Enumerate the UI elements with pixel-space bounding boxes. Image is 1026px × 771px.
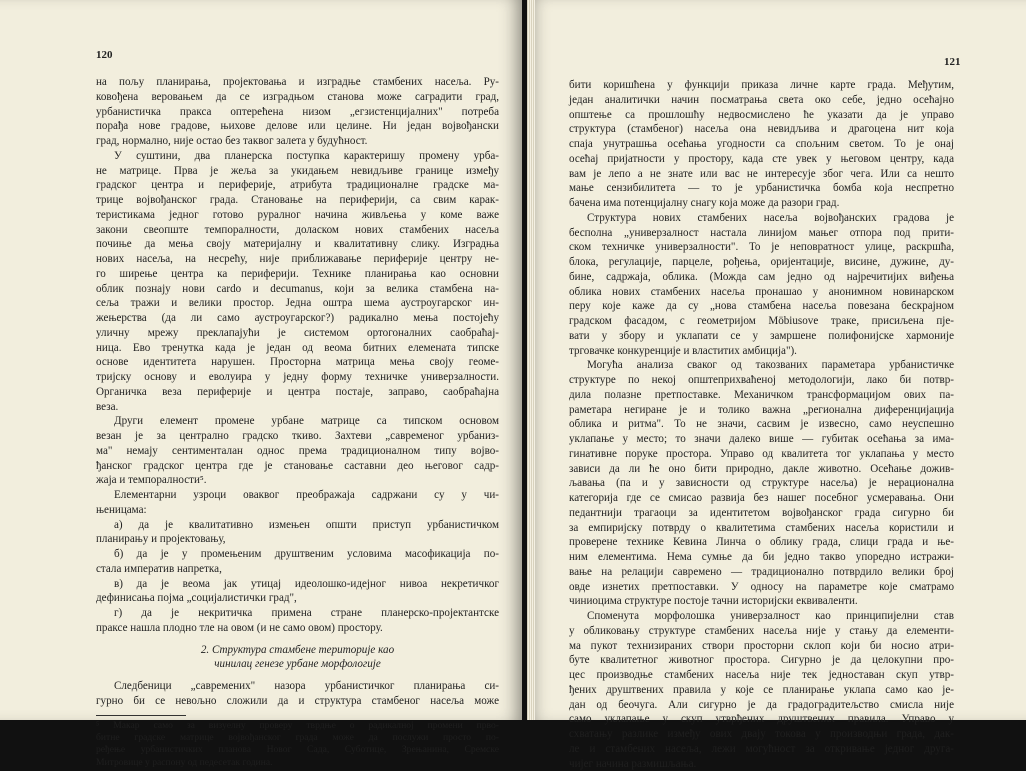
text-line: планирању и пројектовању, [96, 532, 499, 547]
text-line: бити коришћена у функцији приказа личне карте града. Међутим, [569, 78, 954, 93]
text-line: веза. [96, 400, 499, 415]
text-line: ском техничке универзалности". То је неповратност улице, раскршћа, [569, 240, 954, 255]
text-line: чиниоцима структуре постоје тачни историјски еквиваленти. [569, 594, 954, 609]
text-line: категорија где се смисао развија без нашег посебног усмеравања. Они [569, 491, 954, 506]
text-line: ковођена веровањем да се изградњом станова може саградити град, [96, 90, 499, 105]
page-number: 121 [944, 56, 961, 68]
text-line: уличну мрежу преклапајући је системом ортогоналних саобраћај- [96, 326, 499, 341]
text-line: у обликовању структуре стамбених насеља није у стању да елементи- [569, 624, 954, 639]
text-line: вам је лепо а не знате или вас не интересује због чега. Или са нешто [569, 167, 954, 182]
footnote-rule [96, 715, 186, 716]
text-line: ма пукот технизираних створи просторни склоп који би носио атри- [569, 639, 954, 654]
text-line: за емпиријску потврду о квалитетима стамбених насеља користили и [569, 521, 954, 536]
text-line: структуре по некој општеприхваћеној методологији, лако би потвр- [569, 373, 954, 388]
text-line: градском фасадом, с геометријом Möbiusove траке, присиљена пје- [569, 314, 954, 329]
text-line: праксе нашла плодно тле на овом (и не само овом) простору. [96, 621, 499, 636]
text-line: Органичка веза периферије и центра постаје, заправо, саобраћајна [96, 385, 499, 400]
text-line: перу које каже да су „нова стамбена насеља повезана бескрајном [569, 299, 954, 314]
text-line: теристикама једног готово руралног начина живљења у коме важе [96, 208, 499, 223]
text-line: го ширење центра ка периферији. Технике планирања као основни [96, 267, 499, 282]
text-line: основе идентитета нарушен. Просторна матрица мења своју геоме- [96, 355, 499, 370]
text-line: бачена има потенцијалну снагу која може да разори град. [569, 196, 954, 211]
text-line: тријску основу и еволуира у једну форму техничке универзалности. [96, 370, 499, 385]
text-line: педантнији трагаоци за идентитетом војвођанског града сигурно би [569, 506, 954, 521]
text-line: град, нормално, није остао без таквог залета у будућност. [96, 134, 499, 149]
text-line: вати у збору и уклапати се у замршене полифонијске хармоније [569, 329, 954, 344]
text-line: нових насеља, на несрећу, није приближавање периферије центру не- [96, 252, 499, 267]
text-line: урбанистичка пракса оптерећена низом „егзистенцијалних" потреба [96, 105, 499, 120]
text-line: трговачке конкуренције и властитих амбиција"). [569, 344, 954, 359]
text-line: уклапање у место; то значи далеко више — губитак осећања за има- [569, 432, 954, 447]
section-heading: чинилац генезе урбане морфологије [96, 657, 499, 672]
text-line: општење са прошлошћу недвосмислено ће указати да је управо [569, 108, 954, 123]
text-line: сеља тражи и велики простор. Једна оштра шема аустроугарског ин- [96, 296, 499, 311]
text-line: вање на релацији савремено — традиционално потврдило велики број [569, 565, 954, 580]
text-line: спаја унутрашња осећања угодности са спољним светом. То је онај [569, 137, 954, 152]
text-line: облика и ритма". То не значи, сасвим је извесно, само неуспешно [569, 417, 954, 432]
text-line: ле и стамбених насеља, лежи могућност за откривање једног друга- [569, 742, 954, 757]
text-line: гурно би се невољно сложили да и структура стамбеног насеља може [96, 694, 499, 709]
text-line: ма" немају сентименталан однос према традиционалном типу војво- [96, 444, 499, 459]
text-line: љавања (па и у зависности од структуре насеља) је нерационална [569, 476, 954, 491]
text-line: везан је за централно градско ткиво. Захтеви „савременог урбаниз- [96, 429, 499, 444]
text-line: почиње да мења своју материјалну и квалитативну слику. Изградња [96, 237, 499, 252]
text-line: дан од беочуга. Али сигурно је да градоградитељство смисла није [569, 698, 954, 713]
page-number: 120 [96, 49, 113, 61]
text-line: Следбеници „савремених" назора урбанистичког планирања си- [96, 679, 499, 694]
text-line: У суштини, два планерска поступка карактеришу промену урба- [96, 149, 499, 164]
text-line: ђанског градског центра где је становање саставни део његовог садр- [96, 459, 499, 474]
footnote-line: битне градске матрице војвођанског града може да послужи просто по- [96, 732, 499, 744]
text-line: на пољу планирања, пројектовања и изградње стамбених насеља. Ру- [96, 75, 499, 90]
text-line: в) да је веома јак утицај идеолошко-идејног нивоа некретичког [96, 577, 499, 592]
text-line: жаја и темпоралности⁵. [96, 473, 499, 488]
text-line: гинативне поруке простора. Управо од квалитета тог уклапања у место [569, 447, 954, 462]
text-line: осећај пријатности у простору, када сте увек у његовом центру, када [569, 152, 954, 167]
text-line: Други елемент промене урбане матрице са типском основом [96, 414, 499, 429]
text-line: жењерства (да ли само аустроугарског?) радикално мења постојећу [96, 311, 499, 326]
text-line: буте квалитетног животног простора. Сигурно је да целокупни про- [569, 653, 954, 668]
text-line: Споменута морфолошка универзалност као принципијелни став [569, 609, 954, 624]
footnote-line: ⁵ Макар само за визуелну проверу тврдње о радикалној промени прво- [96, 720, 499, 732]
text-line: зависи да ли ће оно бити природно, дакле животно. Осећање дожив- [569, 462, 954, 477]
left-page [0, 0, 522, 720]
text-line: раметара негиране је и толико важна „регионална диференцијација [569, 403, 954, 418]
text-line: дефинисања појма „социјалистички град", [96, 591, 499, 606]
text-line: а) да је квалитативно измењен општи приступ урбанистичком [96, 518, 499, 533]
text-line: проверене технике Кевина Линча о облику града, слици града и ње- [569, 535, 954, 550]
text-line: схватању разлике између ових двају токова у производњи града, дак- [569, 727, 954, 742]
text-line: један аналитички начин посматрања света око себе, једно осећајно [569, 93, 954, 108]
text-line: Могућа анализа сваког од такозваних параметара урбанистичке [569, 358, 954, 373]
text-line: цес производње стамбених насеља није тек једноставан скуп утвр- [569, 668, 954, 683]
text-line: трице војвођанског града. Становање на периферији, са свим карак- [96, 193, 499, 208]
right-body-text [569, 78, 954, 771]
text-line: дила полазне претпоставке. Механичком трансформацијом ових па- [569, 388, 954, 403]
page-edges [527, 0, 535, 720]
footnote-line: ређење урбанистичких планова Новог Сада, Суботице, Зрењанина, Сремске [96, 744, 499, 756]
text-line: овде изнетих претпоставки. У односу на параметре које сматрамо [569, 580, 954, 595]
text-line: бине, садржаја, облика. (Можда сам једно од најречитијих виђења [569, 270, 954, 285]
text-line: б) да је у промењеним друштвеним условима масофикација по- [96, 547, 499, 562]
text-line: ђених друштвених правила у које се планирање уклапа само као је- [569, 683, 954, 698]
text-line: блока, регулације, парцеле, рођења, оријентације, висине, дужине, ду- [569, 255, 954, 270]
text-line: порађа нове градове, њихове делове или целине. Ни један војвођански [96, 119, 499, 134]
text-line: г) да је некритичка примена стране планерско-пројектантске [96, 606, 499, 621]
text-line: градског центра и периферије, атрибута традиционалне градске ма- [96, 178, 499, 193]
text-line: облика нових стамбених насеља пронашао у анонимном новинарском [569, 285, 954, 300]
section-heading: 2. Структура стамбене територије као [96, 643, 499, 658]
left-body-text [96, 75, 499, 769]
footnote-line: Митровице у распону од педесетак година. [96, 757, 499, 769]
text-line: ним елементима. Нема сумње да би једно такво упоредно истражи- [569, 550, 954, 565]
text-line: Структура нових стамбених насеља војвођанских градова је [569, 211, 954, 226]
text-line: облик познају нови cardo и decumanus, који за велика стамбена на- [96, 282, 499, 297]
text-line: ница. Ево тренутка када је један од веома битних елемената типске [96, 341, 499, 356]
text-line: Елементарни узроци оваквог преображаја садржани су у чи- [96, 488, 499, 503]
text-line: чијег начина размишљања. [569, 757, 954, 771]
text-line: не матрице. Прва је жеља за укидањем невидљиве границе између [96, 164, 499, 179]
text-line: структура (стамбеног) насеља она невидљива и драгоцена нит која [569, 122, 954, 137]
text-line: мање сензибилитета — то је урбанистичка бомба која неспретно [569, 181, 954, 196]
text-line: њеницама: [96, 503, 499, 518]
text-line: закони свеопште темпоралности, доласком нових стамбених насеља [96, 223, 499, 238]
text-line: стала императив напретка, [96, 562, 499, 577]
text-line: само уклапање у скуп утврђених друштвених правила. Управо у [569, 712, 954, 727]
text-line: бесполна „универзалност настала линијом мањег отпора под прити- [569, 226, 954, 241]
